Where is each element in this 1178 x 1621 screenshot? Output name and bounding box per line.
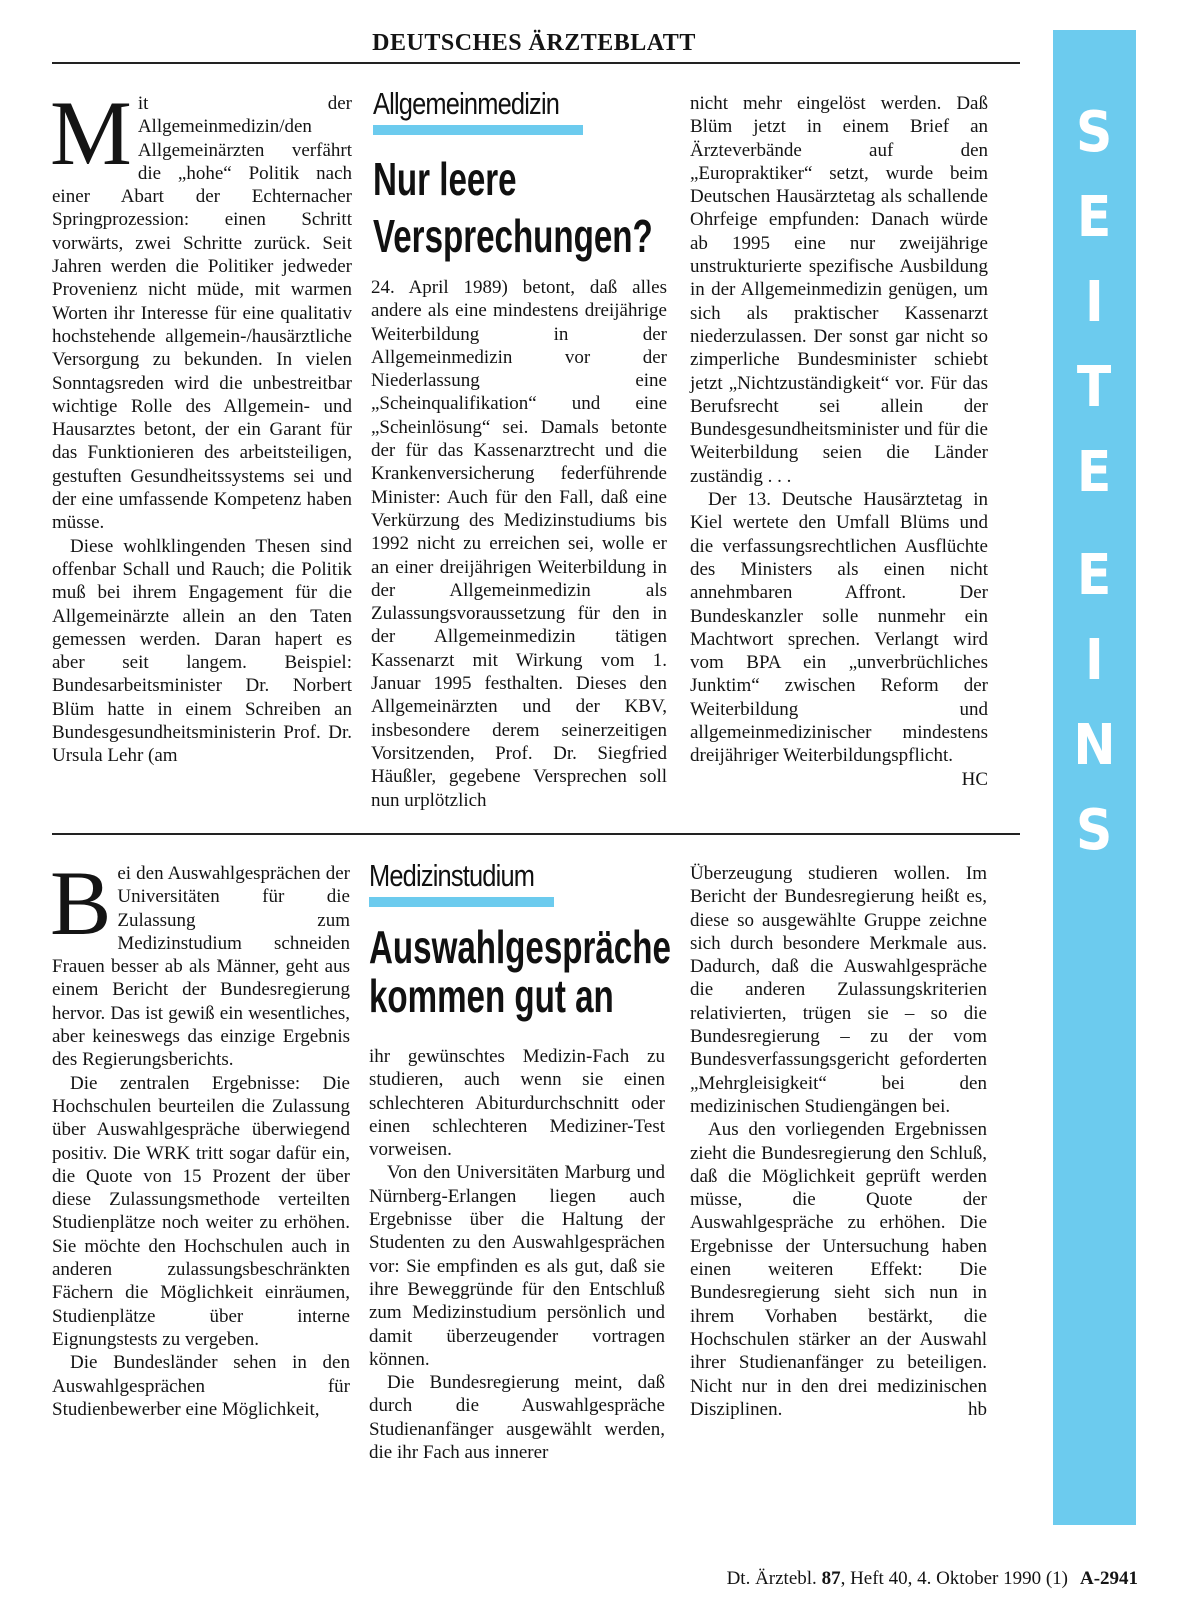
- paragraph: [690, 1118, 987, 1421]
- citation-volume: 87: [821, 1568, 841, 1589]
- sidebar-letter: S: [1076, 798, 1113, 863]
- drop-cap: M: [50, 82, 132, 184]
- article2-headline-line1: Auswahlgespräche: [369, 921, 671, 973]
- author-signature: HC: [961, 768, 988, 790]
- masthead: DEUTSCHES ÄRZTEBLATT: [372, 30, 696, 56]
- paragraph: Von den Universitäten Marburg und Nürnberg-Erlangen liegen auch Ergebnisse über die Haltung der Studenten zu den Auswahlgesprächen vor: Sie empfinden es als gut, daß sie ihre Beweggründe für den Entschluß zum Medizinstudium persönlich und damit überzeugender vortragen können.: [369, 1162, 665, 1370]
- paragraph-text: Der 13. Deutsche Hausärztetag in Kiel wertete den Umfall Blüms und die verfassungsrechtlichen Ausflüchte des Ministers als einen nicht annehmbaren Affront. Der Bundeskanzler solle nunmehr ein Machtwort sprechen. Verlangt wird vom BPA ein „unverbrüchliches Junktim“ zwischen Reform der Weiterbildung und allgemeinmedizinischer mindestens dreijähriger Weiterbildungspflicht.: [690, 489, 988, 767]
- kicker-bar: [369, 897, 554, 907]
- paragraph: Diese wohlklingenden Thesen sind offenbar Schall und Rauch; die Politik muß bei ihrem Engagement für die Allgemeinärzte allein an den Taten gemessen werden. Daran hapert es aber seit langem. Beispiel: Bundesarbeitsminister Dr. Norbert Blüm hatte in einem Schreiben an Bundesgesundheitsministerin Prof. Dr. Ursula Lehr (am: [52, 535, 352, 767]
- sidebar-letter: E: [1077, 185, 1112, 250]
- paragraph: nicht mehr eingelöst werden. Daß Blüm jetzt in einem Brief an Ärzteverbände auf den „Europraktiker“ setzt, wurde beim Deutschen Hausärztetag als schallende Ohrfeige empfunden: Danach würde ab 1995 eine nur zweijährige unstrukturierte spezifische Ausbildung in der Allgemeinmedizin genügen, um sich als praktischer Kassenarzt niederzulassen. Der sonst gar nicht so zimperliche Bundesminister schiebt jetzt „Nichtzuständigkeit“ vor. Für das Berufsrecht sei allein der Bundesgesundheitsminister und für die Weiterbildung seien die Länder zuständig . . .: [690, 93, 988, 487]
- article1-headline-line2: Versprechungen?: [373, 210, 653, 262]
- article1-column-1: [50, 82, 352, 768]
- article2-column-1: [50, 852, 350, 1421]
- sidebar-letter: N: [1073, 713, 1116, 778]
- paragraph: Überzeugung studieren wollen. Im Bericht der Bundesregierung heißt es, diese so ausgewählte Gruppe zeichne sich durch besondere Merkmale aus. Dadurch, daß die Auswahlgespräche die anderen Zulassungskriterien relativierten, trügen sie – so die Bundesregierung – zu der vom Bundesverfassungsgericht geforderten „Mehrgleisigkeit“ bei den medizinischen Studiengängen bei.: [690, 863, 987, 1117]
- article2-kicker: Medizinstudium: [369, 858, 535, 893]
- kicker-bar: [373, 125, 583, 135]
- author-signature: hb: [968, 1398, 987, 1420]
- article-divider: [52, 833, 1020, 835]
- citation-issue: , Heft 40, 4. Oktober 1990 (1): [840, 1568, 1068, 1589]
- masthead-rule: [52, 62, 1020, 64]
- paragraph: Die zentralen Ergebnisse: Die Hochschulen beurteilen die Zulassung über Auswahlgespräche überwiegend positiv. Die WRK tritt sogar dafür ein, die Quote von 15 Prozent der über diese Zulassungsmethode verteilten Studienplätze noch weiter zu erhöhen. Sie möchte den Hochschulen auch in anderen zulassungsbeschränkten Fächern die Möglichkeit einräumen, Studienplätze über interne Eignungstests zu vergeben.: [52, 1072, 350, 1350]
- article2-column-2: [369, 1045, 665, 1464]
- sidebar-letter: I: [1085, 628, 1104, 693]
- sidebar-letter: E: [1077, 440, 1112, 505]
- article2-column-3: [690, 862, 987, 1421]
- article1-headline-line1: Nur leere: [373, 153, 517, 205]
- paragraph: 24. April 1989) betont, daß alles andere als eine mindestens dreijährige Weiterbildung in der Allgemeinmedizin vor der Niederlassung eine „Scheinqualifikation“ und eine „Scheinlösung“ sei. Damals betonte der für das Kassenarztrecht und die Krankenversicherung federführende Minister: Auch für den Fall, daß eine Verkürzung des Medizinstudiums bis 1992 nicht zu erreichen sei, wolle er an einer dreijährigen Weiterbildung in der Allgemeinmedizin als Zulassungsvoraussetzung für den in der Allgemeinmedizin tätigen Kassenarzt mit Wirkung vom 1. Januar 1995 festhalten. Dieses den Allgemeinärzten und der KBV, insbesondere derem seinerzeitigen Vorsitzenden, Prof. Dr. Siegfried Häußler, gegebene Versprechen soll nun urplötzlich: [371, 277, 667, 811]
- page-number: A-2941: [1080, 1568, 1139, 1589]
- paragraph-text: Aus den vorliegenden Ergebnissen zieht die Bundesregierung den Schluß, daß die Möglichkeit geprüft werden müsse, die Quote der Auswahlgespräche zu erhöhen. Die Ergebnisse der Untersuchung haben einen weiteren Effekt: Die Bundesregierung sieht sich nun in ihrem Vorhaben bestärkt, die Hochschulen stärker an der Auswahl ihrer Studienanfänger zu beteiligen. Nicht nur in den drei medizinischen Disziplinen.: [690, 1119, 987, 1420]
- sidebar-letter: I: [1085, 270, 1104, 335]
- sidebar-letter: S: [1076, 100, 1113, 165]
- drop-cap: B: [50, 852, 112, 954]
- paragraph: it der Allgemeinmedizin/den Allgemeinärzten verfährt die „hohe“ Politik nach einer Abart der Echternacher Springprozession: einen Schritt vorwärts, zwei Schritte zurück. Seit Jahren werden die Politiker jedweder Provenienz nicht müde, mit warmen Worten ihr Interesse für eine qualitativ hochstehende allgemein-/hausärztliche Versorgung zu bekunden. In vielen Sonntagsreden wird die unbestreitbar wichtige Rolle des Allgemein- und Hausarztes betont, der ein Garant für das Funktionieren des arbeitsteiligen, gestuften Gesundheitssystems sei und der eine umfassende Kompetenz haben müsse.: [52, 93, 352, 534]
- sidebar-seite-eins: [1053, 30, 1136, 1525]
- article1-column-2: [371, 276, 667, 812]
- article1-kicker: Allgemeinmedizin: [373, 86, 560, 121]
- sidebar-letter: E: [1077, 543, 1112, 608]
- footer-citation: [727, 1568, 1068, 1590]
- article1-column-3: [690, 92, 988, 791]
- paragraph: Die Bundesländer sehen in den Auswahlgesprächen für Studienbewerber eine Möglichkeit,: [52, 1352, 350, 1420]
- citation-journal: Dt. Ärztebl.: [726, 1568, 822, 1589]
- paragraph: ihr gewünschtes Medizin-Fach zu studieren, auch wenn sie einen schlechteren Abiturdurchschnitt oder einen schlechteren Mediziner-Test vorweisen.: [369, 1046, 665, 1161]
- article2-headline-line2: kommen gut an: [369, 970, 614, 1022]
- paragraph: Die Bundesregierung meint, daß durch die Auswahlgespräche Studienanfänger ausgewählt werden, die ihr Fach aus innerer: [369, 1372, 665, 1464]
- paragraph: [690, 488, 988, 790]
- paragraph: ei den Auswahlgesprächen der Universitäten für die Zulassung zum Medizinstudium schneiden Frauen besser ab als Männer, geht aus einem Bericht der Bundesregierung hervor. Das ist gewiß ein wesentliches, aber keineswegs das einzige Ergebnis des Regierungsberichts.: [52, 863, 350, 1071]
- sidebar-letter: T: [1077, 355, 1112, 420]
